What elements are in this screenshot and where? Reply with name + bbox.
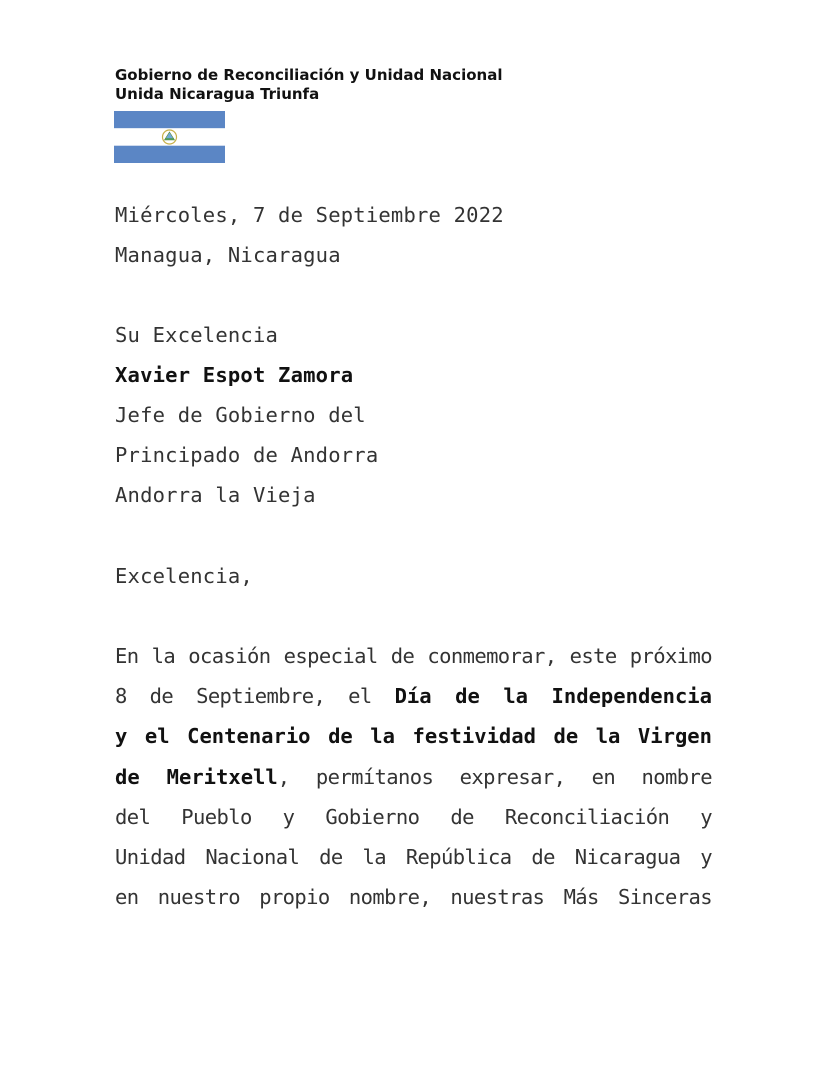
- letter-greeting: Excelencia,: [115, 564, 253, 588]
- letterhead-government-name: Gobierno de Reconciliación y Unidad Nacional: [115, 66, 503, 84]
- flag-bottom-stripe: [114, 146, 225, 163]
- recipient-title: Su Excelencia: [115, 323, 279, 347]
- letterhead-slogan: Unida Nicaragua Triunfa: [115, 85, 320, 103]
- body-line: [115, 723, 712, 763]
- letter-body-paragraph: [115, 643, 712, 924]
- recipient-name: Xavier Espot Zamora: [115, 363, 354, 387]
- body-line: de Meritxell, permítanos expresar, en nombre: [115, 764, 712, 789]
- nicaragua-flag-icon: [114, 111, 225, 163]
- recipient-role-line2: Principado de Andorra: [115, 443, 379, 467]
- letterhead: [115, 66, 502, 104]
- body-line: del Pueblo y Gobierno de Reconciliación y: [115, 804, 712, 829]
- highlight-centenary: y el Centenario de la festividad de la Virgen: [115, 724, 712, 749]
- letter-date: Miércoles, 7 de Septiembre 2022: [115, 203, 504, 227]
- highlight-meritxell: de Meritxell: [115, 764, 278, 789]
- recipient-city: Andorra la Vieja: [115, 483, 316, 507]
- letter-place: Managua, Nicaragua: [115, 243, 341, 267]
- body-line: 8 de Septiembre, el Día de la Independencia: [115, 684, 712, 709]
- flag-top-stripe: [114, 111, 225, 128]
- body-line: Unidad Nacional de la República de Nicaragua y: [115, 844, 712, 869]
- body-line: en nuestro propio nombre, nuestras Más Sinceras: [115, 885, 712, 910]
- recipient-role-line1: Jefe de Gobierno del: [115, 403, 366, 427]
- highlight-independence-day: Día de la Independencia: [394, 684, 712, 709]
- body-line: En la ocasión especial de conmemorar, este próximo: [115, 644, 712, 668]
